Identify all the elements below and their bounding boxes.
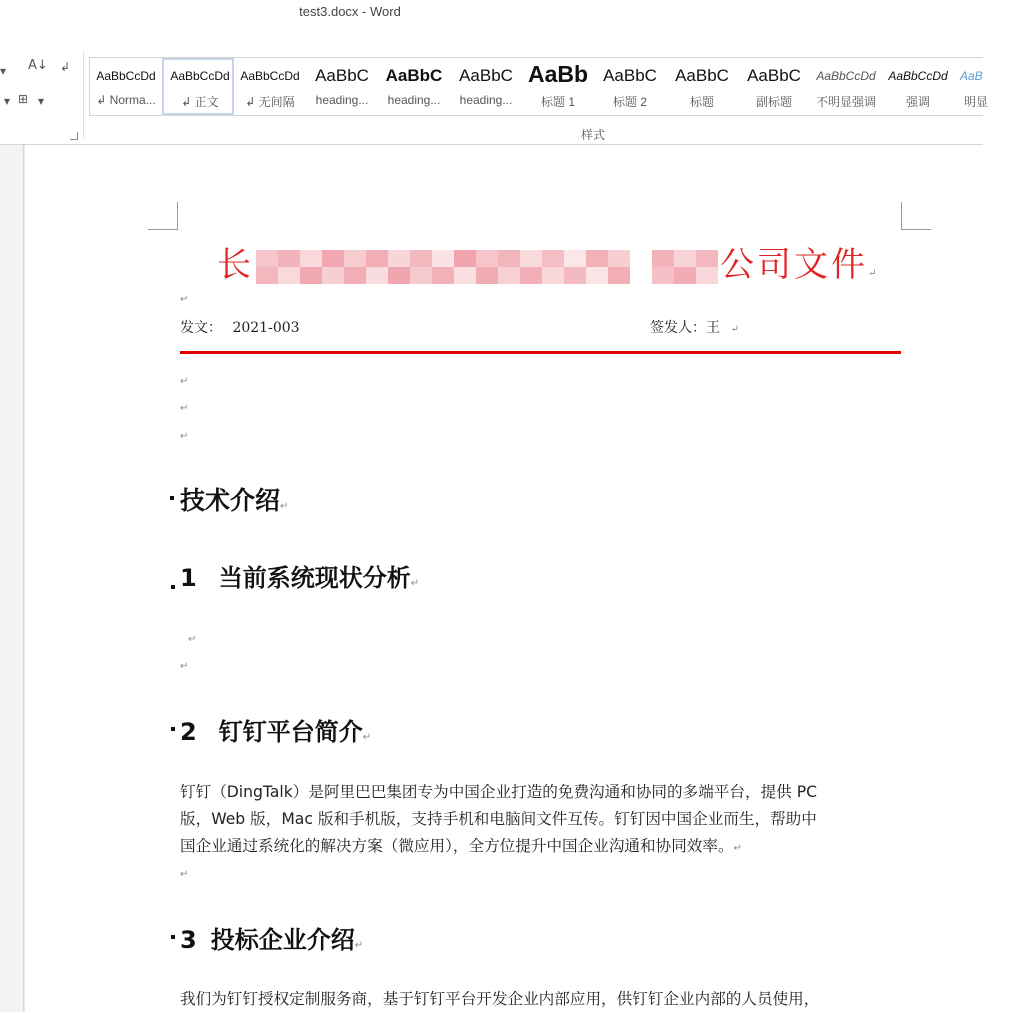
paragraph-mark: ↵ <box>733 843 742 854</box>
style-preview: AaBbCcDd <box>96 69 156 83</box>
style-preview: AaBbCcDd <box>240 69 300 83</box>
style-preview: AaBbC <box>459 66 513 85</box>
group-separator <box>83 52 84 138</box>
text-line: 我们为钉钉授权定制服务商，基于钉钉平台开发企业内部应用，供钉钉企业内部的人员使用， <box>180 990 820 1008</box>
style-preview: AaBbC <box>603 66 657 85</box>
fawen-line[interactable] <box>180 317 300 337</box>
paragraph-mark: ↵ <box>180 661 189 672</box>
style-name: heading... <box>459 93 513 107</box>
style-preview: AaBb <box>527 61 589 87</box>
paragraph-mark: ↵ <box>180 403 189 414</box>
heading-number: 1 <box>180 564 197 592</box>
heading-text: 钉钉平台简介 <box>218 718 363 746</box>
paragraph-company[interactable] <box>180 986 903 1013</box>
style-title[interactable] <box>666 58 738 115</box>
heading-tech-intro[interactable] <box>180 481 288 517</box>
style-normal[interactable] <box>90 58 162 115</box>
sort-icon[interactable]: A↓ <box>28 58 48 73</box>
heading-3[interactable] <box>180 920 363 955</box>
paragraph-mark: ↵ <box>354 940 364 951</box>
heading-number: 2 <box>180 718 197 746</box>
paragraph-group <box>0 44 84 144</box>
style-intense-emphasis[interactable] <box>954 58 1026 115</box>
heading-number: 3 <box>180 926 197 954</box>
fawen-value: 2021-003 <box>232 320 300 336</box>
fawen-label: 发文： <box>180 320 222 336</box>
heading-marker <box>170 496 174 500</box>
style-preview: AaBbC <box>315 66 369 85</box>
styles-group-label: 样式 <box>580 128 605 142</box>
paragraph-dingtalk[interactable] <box>180 779 903 860</box>
style-preview: AaB <box>960 69 983 83</box>
ribbon <box>0 44 989 145</box>
text-line: 版，Web 版，Mac 版和手机版，支持手机和电脑间文件互传。钉钉因中国企业而生，帮助中 <box>180 810 817 828</box>
style-subtitle[interactable] <box>738 58 810 115</box>
paragraph-mark: ↵ <box>280 501 289 512</box>
crop-mark <box>148 202 178 230</box>
paragraph-mark: ↵ <box>868 268 880 279</box>
style-no-spacing[interactable] <box>234 58 306 115</box>
style-zhengwen[interactable] <box>162 58 234 115</box>
title-suffix: 公司文件 <box>720 245 868 285</box>
document-title[interactable] <box>217 237 917 286</box>
heading-marker <box>171 935 175 939</box>
style-name: ↲ Norma... <box>96 93 156 107</box>
paragraph-mark: ↵ <box>180 869 189 880</box>
style-preview: AaBbCcDd <box>170 69 230 83</box>
signer-label: 签发人： <box>650 320 706 336</box>
style-name: 明显 <box>964 95 989 109</box>
style-emphasis[interactable] <box>882 58 954 115</box>
title-prefix: 长 <box>217 245 254 285</box>
heading-marker <box>171 585 175 589</box>
style-name: ↲ 无间隔 <box>245 95 295 109</box>
heading-1[interactable] <box>180 558 419 593</box>
dropdown-arrow-icon[interactable]: ▾ <box>4 94 11 108</box>
paragraph-mark: ↵ <box>410 578 420 589</box>
style-preview: AaBbC <box>385 66 443 85</box>
document-page[interactable] <box>25 145 983 1012</box>
heading-text: 投标企业介绍 <box>210 926 355 954</box>
style-name: heading... <box>387 93 441 107</box>
style-preview: AaBbCcDd <box>888 69 948 83</box>
text-line <box>180 833 903 860</box>
heading-text: 技术介绍 <box>180 486 281 515</box>
style-name: 强调 <box>905 95 930 109</box>
style-preview: AaBbC <box>747 66 801 85</box>
style-name: 副标题 <box>755 95 792 109</box>
window-title: test3.docx - Word <box>299 4 401 19</box>
vertical-ruler <box>0 145 24 1012</box>
dropdown-arrow-icon[interactable]: ▾ <box>38 94 45 108</box>
paragraph-mark: ↵ <box>180 431 189 442</box>
text-line: 钉钉（DingTalk）是阿里巴巴集团专为中国企业打造的免费沟通和协同的多端平台，提供 PC <box>180 783 818 801</box>
style-name: 不明显强调 <box>815 95 876 109</box>
style-gallery <box>89 57 989 116</box>
style-title-2[interactable] <box>594 58 666 115</box>
style-preview: AaBbCcDd <box>816 69 876 83</box>
style-name: heading... <box>315 93 369 107</box>
redacted-block <box>256 250 718 284</box>
show-marks-icon[interactable]: ↲ <box>60 60 71 74</box>
paragraph-mark: ↵ <box>188 634 197 645</box>
style-heading[interactable] <box>306 58 378 115</box>
heading-marker <box>171 727 175 731</box>
dialog-launcher-icon[interactable] <box>70 132 78 140</box>
heading-2[interactable] <box>180 712 371 747</box>
style-preview: AaBbC <box>675 66 729 85</box>
signer-value: 王 <box>706 320 720 336</box>
style-name: 标题 2 <box>612 95 647 109</box>
style-heading[interactable] <box>378 58 450 115</box>
dropdown-arrow-icon[interactable]: ▾ <box>0 64 7 78</box>
heading-text: 当前系统现状分析 <box>218 564 411 592</box>
style-heading[interactable] <box>450 58 522 115</box>
signer-line[interactable] <box>650 317 739 337</box>
style-name: 标题 <box>689 95 714 109</box>
style-name: ↲ 正文 <box>181 95 219 109</box>
crop-mark <box>901 202 931 230</box>
paragraph-mark: ↵ <box>362 732 372 743</box>
style-title-1[interactable] <box>522 58 594 115</box>
title-bar <box>0 0 983 24</box>
paragraph-mark: ↵ <box>730 324 739 335</box>
paragraph-mark: ↵ <box>180 376 189 387</box>
borders-icon[interactable]: ⊞ <box>18 92 29 106</box>
document-workspace <box>0 145 983 1012</box>
style-subtle-emphasis[interactable] <box>810 58 882 115</box>
paragraph-mark: ↵ <box>180 294 189 305</box>
style-name: 标题 1 <box>540 95 575 109</box>
red-divider-line <box>180 351 901 354</box>
text-line-content: 国企业通过系统化的解决方案（微应用），全方位提升中国企业沟通和协同效率。 <box>180 837 734 855</box>
